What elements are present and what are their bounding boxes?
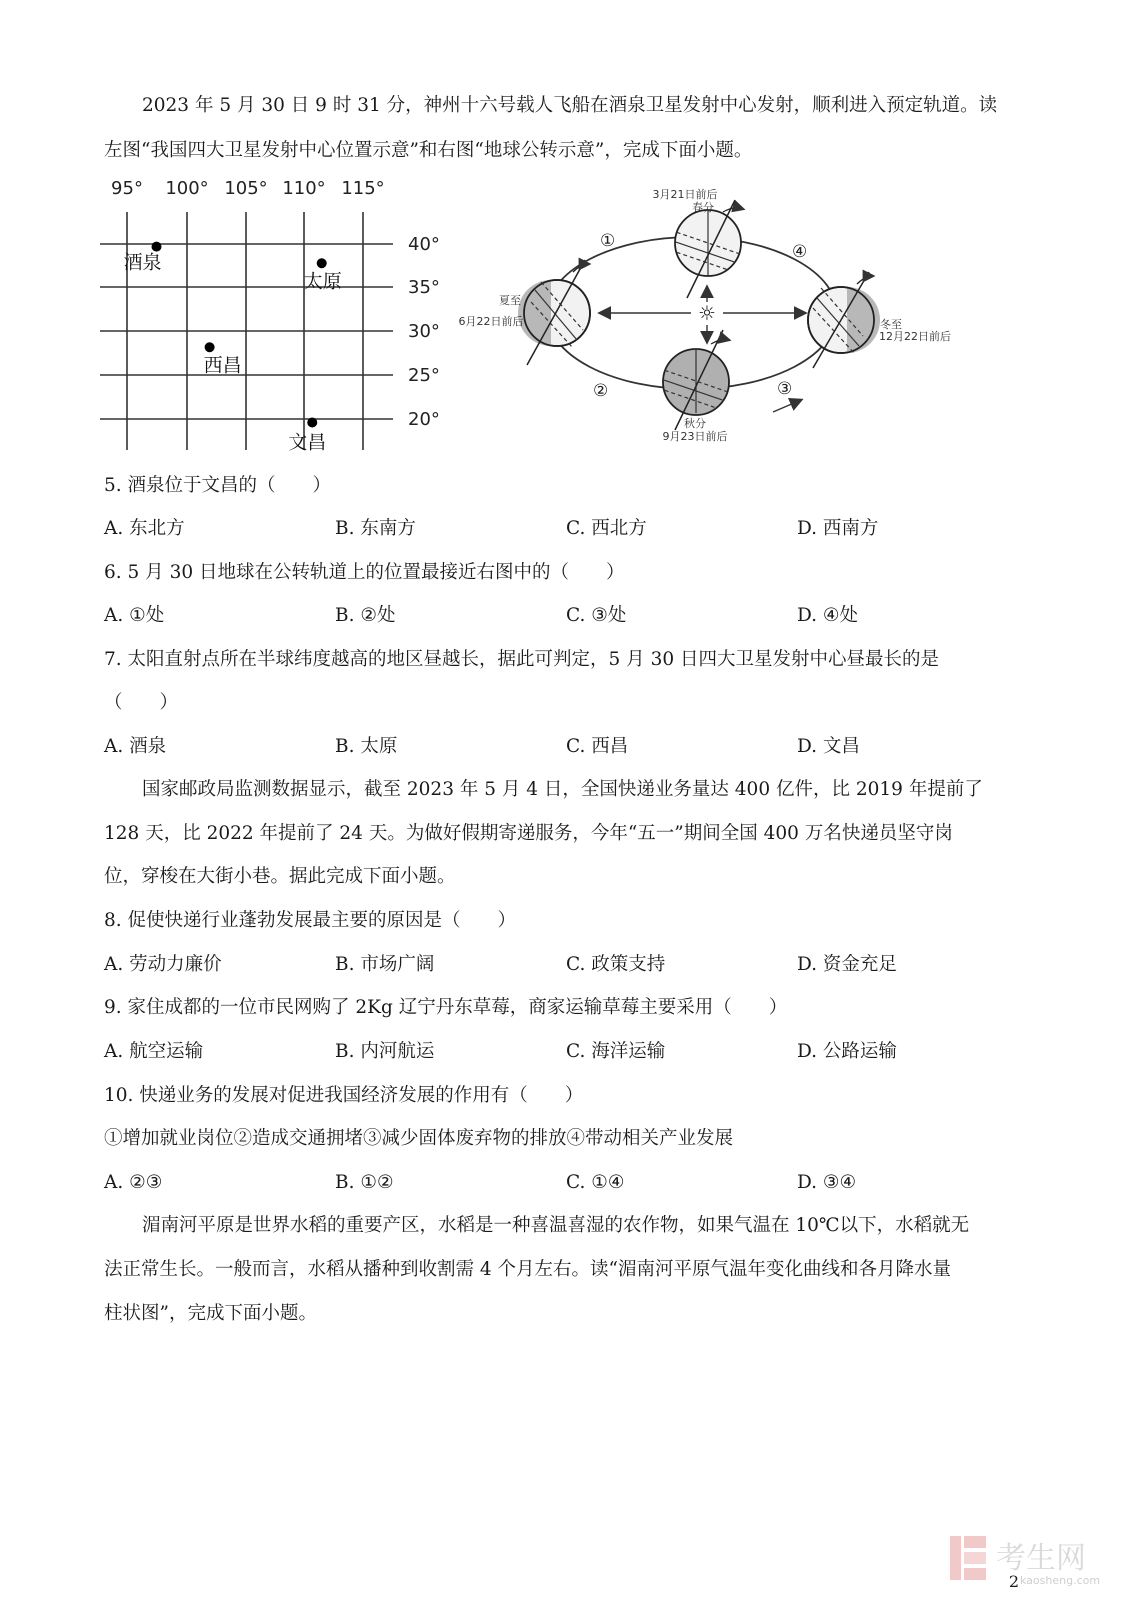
q6-option-b[interactable]: B. ②处 [335, 605, 396, 626]
lat-label: 25° [408, 365, 440, 386]
lon-label: 100° [165, 178, 209, 199]
q7-option-b[interactable]: B. 太原 [335, 736, 398, 757]
intro3-line2: 法正常生长。一般而言，水稻从播种到收割需 4 个月左右。读“湄南河平原气温年变化曲线和各月降水量 [104, 1259, 951, 1280]
q9-stem: 9. 家住成都的一位市民网购了 2Kg 辽宁丹东草莓，商家运输草莓主要采用（ ） [104, 997, 788, 1018]
site-marker [205, 342, 215, 352]
q9-option-c[interactable]: C. 海洋运输 [566, 1041, 666, 1062]
q6-option-a[interactable]: A. ①处 [104, 605, 165, 626]
q8-option-a[interactable]: A. 劳动力廉价 [104, 954, 222, 975]
q9-option-d[interactable]: D. 公路运输 [797, 1041, 897, 1062]
intro3-line1: 湄南河平原是世界水稻的重要产区，水稻是一种喜温喜湿的农作物，如果气温在 10℃以下，水稻就无 [142, 1215, 970, 1236]
q7-option-a[interactable]: A. 酒泉 [104, 736, 167, 757]
site-label: 酒泉 [123, 251, 162, 274]
intro1-line1: 2023 年 5 月 30 日 9 时 31 分，神州十六号载人飞船在酒泉卫星发射中心发射，顺利进入预定轨道。读 [142, 95, 998, 116]
site-marker [152, 242, 162, 252]
intro1-line2: 左图“我国四大卫星发射中心位置示意”和右图“地球公转示意”，完成下面小题。 [104, 140, 753, 161]
lat-label: 35° [408, 277, 440, 298]
lon-label: 115° [341, 178, 385, 199]
q6-option-d[interactable]: D. ④处 [797, 605, 859, 626]
q8-stem: 8. 促使快递行业蓬勃发展最主要的原因是（ ） [104, 910, 517, 931]
lat-label: 30° [408, 321, 440, 342]
site-label: 西昌 [203, 354, 242, 377]
q10-option-c[interactable]: C. ①④ [566, 1172, 625, 1193]
lon-label: 110° [282, 178, 326, 199]
q7-stem: 7. 太阳直射点所在半球纬度越高的地区昼越长，据此可判定，5 月 30 日四大卫星发射中心昼最长的是 [104, 649, 939, 670]
winter-name-label: 冬至 [880, 318, 902, 331]
earth-autumn-equinox [658, 330, 734, 430]
autumn-date-label: 9月23日前后 [662, 430, 728, 443]
lat-label: 20° [408, 409, 440, 430]
winter-date-label: 12月22日前后 [879, 330, 951, 343]
intro2-line1: 国家邮政局监测数据显示，截至 2023 年 5 月 4 日，全国快递业务量达 400 亿件，比 2019 年提前了 [142, 779, 983, 800]
summer-name-label: 夏至 [499, 294, 521, 307]
marker-4: ④ [792, 242, 808, 262]
earth-revolution-diagram [455, 180, 965, 452]
svg-text:☼: ☼ [698, 301, 716, 325]
q10-option-d[interactable]: D. ③④ [797, 1172, 857, 1193]
earth-summer-solstice [518, 260, 590, 365]
q7-option-d[interactable]: D. 文昌 [797, 736, 860, 757]
q9-option-b[interactable]: B. 内河航运 [335, 1041, 435, 1062]
lat-label: 40° [408, 234, 440, 255]
q5-stem: 5. 酒泉位于文昌的（ ） [104, 475, 332, 496]
watermark-url: kaosheng.com [1020, 1574, 1101, 1587]
q10-option-b[interactable]: B. ①② [335, 1172, 394, 1193]
lon-label: 105° [224, 178, 268, 199]
marker-1: ① [600, 231, 616, 251]
q10-stem: 10. 快递业务的发展对促进我国经济发展的作用有（ ） [104, 1085, 584, 1106]
q7-option-c[interactable]: C. 西昌 [566, 736, 629, 757]
earth-winter-solstice [808, 272, 880, 368]
q7-stem-cont: （ ） [104, 692, 179, 713]
intro2-line3: 位，穿梭在大街小巷。据此完成下面小题。 [104, 866, 456, 887]
earth-spring-equinox [670, 200, 746, 298]
site-marker [317, 258, 327, 268]
watermark [948, 1530, 1108, 1590]
q10-option-a[interactable]: A. ②③ [104, 1172, 163, 1193]
site-label: 文昌 [288, 431, 327, 454]
q8-option-c[interactable]: C. 政策支持 [566, 954, 666, 975]
page-number: 2 [1008, 1572, 1019, 1591]
watermark-brand: 考生网 [996, 1541, 1086, 1576]
site-label: 太原 [303, 270, 342, 293]
q5-option-b[interactable]: B. 东南方 [335, 518, 416, 539]
q10-items: ①增加就业岗位②造成交通拥堵③减少固体废弃物的排放④带动相关产业发展 [104, 1128, 734, 1149]
q8-option-d[interactable]: D. 资金充足 [797, 954, 897, 975]
marker-3: ③ [777, 379, 793, 399]
marker-2: ② [593, 381, 609, 401]
q5-option-c[interactable]: C. 西北方 [566, 518, 647, 539]
q5-option-d[interactable]: D. 西南方 [797, 518, 879, 539]
q9-option-a[interactable]: A. 航空运输 [104, 1041, 204, 1062]
summer-date-label: 6月22日前后 [458, 315, 524, 328]
kaosheng-logo-icon [948, 1530, 1108, 1590]
revolution-direction-arrow [773, 400, 801, 412]
intro3-line3: 柱状图”，完成下面小题。 [104, 1303, 317, 1324]
site-marker [307, 418, 317, 428]
spring-date-label: 3月21日前后 [652, 188, 718, 201]
intro2-line2: 128 天，比 2022 年提前了 24 天。为做好假期寄递服务，今年“五一”期间全国 400 万名快递员坚守岗 [104, 823, 953, 844]
q5-option-a[interactable]: A. 东北方 [104, 518, 185, 539]
lon-label: 95° [111, 178, 143, 199]
q6-stem: 6. 5 月 30 日地球在公转轨道上的位置最接近右图中的（ ） [104, 562, 625, 583]
q6-option-c[interactable]: C. ③处 [566, 605, 627, 626]
sun-icon [698, 301, 716, 325]
q8-option-b[interactable]: B. 市场广阔 [335, 954, 435, 975]
autumn-name-label: 秋分 [684, 417, 706, 430]
launch-center-map [100, 172, 450, 462]
spring-name-label: 春分 [692, 201, 714, 214]
